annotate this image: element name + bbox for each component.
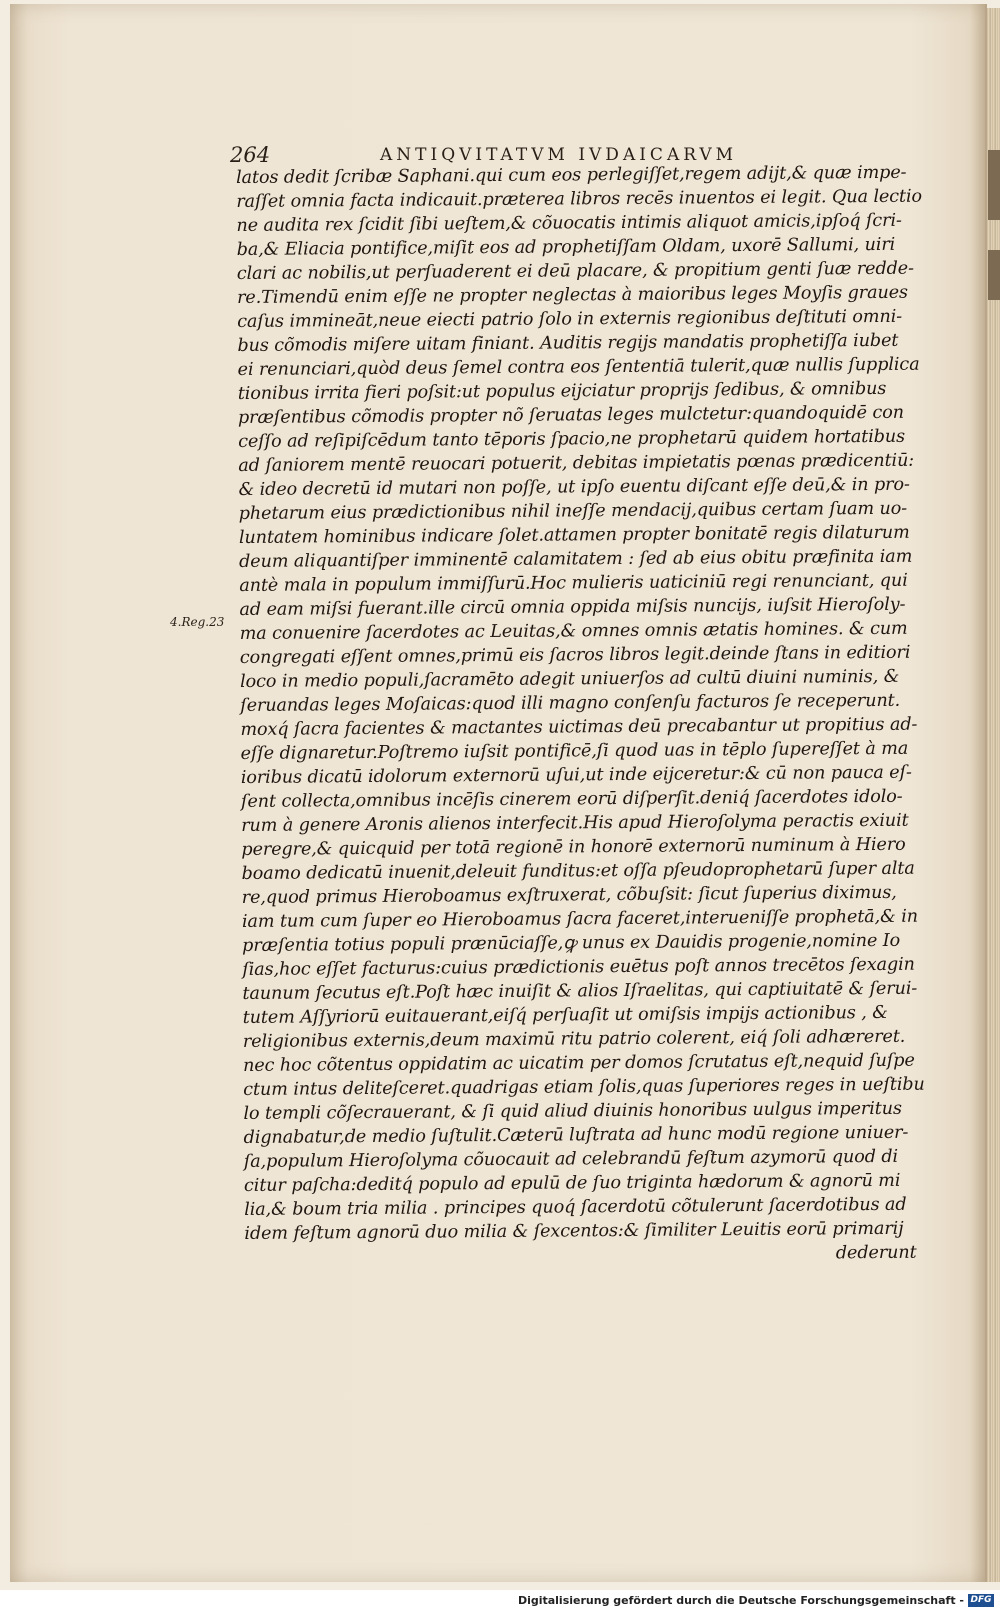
text-line: rum à genere Aronis alienos interfecit.His apud Hieroſolyma peractis exiuit [241,810,909,836]
text-line: ſa,populum Hieroſolyma cõuocauit ad celebrandū feſtum azymorū quod di [243,1146,899,1172]
text-line: citur paſcha:deditq́ populo ad epulū de ſuo triginta hædorum & agnorū mi [243,1170,901,1196]
text-line: boamo dedicatū inuenit,deleuit funditus:et oſſa pſeudoprophetarū ſuper alta [241,858,915,884]
catchword: dederunt [835,1242,917,1264]
text-line: lo templi cõſecrauerant, & ſi quid aliud diuinis honoribus uulgus imperitus [243,1098,902,1124]
text-line: ſias,hoc eſſet facturus:cuius prædictionis euētus poſt annos trecētos ſexagin [242,954,915,980]
dfg-logo: DFG [968,1594,994,1607]
text-line: caſus immineāt,neue eiecti patrio ſolo in externis regionibus deſtituti omni- [237,306,903,332]
text-line: peregre,& quicquid per totā regionē in honorē externorū numinum à Hiero [241,834,906,860]
text-line: taunum ſecutus eſt.Poſt hæc inuiſit & alios Iſraelitas, qui captiuitatē & ſerui- [242,978,918,1004]
text-line: ſeruandas leges Moſaicas:quod illi magno conſenſu facturos ſe receperunt. [240,690,901,716]
text-line: ei renunciari,quòd deus ſemel contra eos ſententiā tulerit,quæ nullis ſupplica [237,354,920,380]
text-line: clari ac nobilis,ut perſuaderent ei deū placare, & propitium genti ſuæ redde- [236,258,914,284]
footer-credit: Digitalisierung gefördert durch die Deutsche Forschungsgemeinschaft - [517,1594,964,1607]
text-line: iam tum cum ſuper eo Hieroboamus ſacra faceret,interueniſſe prophetā,& in [241,906,919,932]
text-line: ctum intus deliteſceret.quadrigas etiam ſolis,quas ſuperiores reges in ueſtibu [243,1074,925,1100]
text-line: moxq́ ſacra facientes & mactantes uictimas deū precabantur ut propitius ad- [240,714,918,740]
text-line: ne audita rex ſcidit ſibi ueſtem,& cõuocatis intimis aliquot amicis,ipſoq́ ſcri- [236,210,902,236]
text-line: præſentia totius populi prænūciaſſe,ꝙ unus ex Dauidis progenie,nomine Io [242,930,901,956]
text-line: dignabatur,de medio ſuſtulit.Cæterū luſtrata ad hunc modū regione uniuer- [243,1122,909,1148]
text-line: lia,& boum tria milia . principes quoq́ ſacerdotū cõtulerunt ſacerdotibus ad [244,1194,907,1220]
text-line: latos dedit ſcribæ Saphani.qui cum eos perlegiſſet,regem adijt,& quæ impe- [236,162,907,188]
text-line: eſſe dignaretur.Poſtremo iuſsit pontificē,ſi quod uas in tēplo ſupereſſet à ma [240,738,909,764]
text-line: tutem Aſſyriorū euitauerant,eiſq́ perſuaſit ut omiſsis impijs actionibus , & [242,1002,888,1028]
page-edge [987,8,1000,1582]
page-number: 264 [230,143,271,167]
text-line: bus cõmodis miſere uitam finiant. Auditis regijs mandatis prophetiſſa iubet [237,330,899,356]
text-line: ba,& Eliacia pontifice,miſit eos ad prophetiſſam Oldam, uxorē Sallumi, uiri [236,234,896,260]
text-line: ſent collecta,omnibus incēſis cinerem eorū diſperſit.deniq́ ſacerdotes idolo- [240,786,903,812]
page-edge-tab [988,150,1000,220]
running-head: ANTIQVITATVM IVDAICARVM [380,145,738,165]
text-line: idem feſtum agnorū duo milia & ſexcentos:& ſimiliter Leuitis eorū primarij [244,1218,904,1244]
text-line: loco in medio populi,ſacramēto adegit uniuerſos ad cultū diuini numinis, & [239,666,900,692]
body-text [236,161,925,1270]
text-line: phetarum eius prædictionibus nihil ineſſe mendacij,quibus certam ſuam uo- [238,498,908,524]
text-line: ad ſaniorem mentē reuocari potuerit, debitas impietatis pœnas prædicentiū: [238,450,915,476]
page-edge-tab [988,250,1000,300]
text-line: ioribus dicatū idolorum externorū uſui,ut inde eijceretur:& cū non pauca eſ- [240,762,912,788]
text-line: re,quod primus Hieroboamus exſtruxerat, cõbuſsit: ſicut ſuperius diximus, [241,882,897,908]
text-line: antè mala in populum immiſſurū.Hoc mulieris uaticiniū regi renunciant, qui [239,570,908,596]
text-line: ad eam miſsi fuerant.ille circū omnia oppida miſsis nuncijs, iuſsit Hieroſoly- [239,594,906,620]
text-line: præſentibus cõmodis propter nõ ſeruatas leges mulctetur:quandoquidē con [237,402,905,428]
text-line: & ideo decretū id mutari non poſſe, ut ipſo euentu diſcant eſſe deū,& in pro- [238,474,910,500]
footer-bar [0,1590,1000,1612]
text-line: tionibus irrita fieri poſsit:ut populus eijciatur proprijs ſedibus, & omnibus [237,378,887,404]
margin-note: 4.Reg.23 [170,615,225,629]
text-line: luntatem hominibus indicare ſolet.attamen propter bonitatē regis dilaturum [238,522,910,548]
text-line: congregati eſſent omnes,primū eis ſacros libros legit.deinde ſtans in editiori [239,642,911,668]
text-line: nec hoc cõtentus oppidatim ac uicatim per domos ſcrutatus eſt,nequid ſuſpe [242,1050,915,1076]
text-line: ceſſo ad reſipiſcēdum tanto tēporis ſpacio,ne prophetarū quidem hortatibus [238,426,906,452]
text-line: religionibus externis,deum maximū ritu patrio colerent, eiq́ ſoli adhæreret. [242,1026,906,1052]
text-line: raſſet omnia facta indicauit.præterea libros recēs inuentos ei legit. Qua lectio [236,186,923,212]
text-line: ma conuenire ſacerdotes ac Leuitas,& omnes omnis ætatis homines. & cum [239,618,908,644]
text-line: re.Timendū enim eſſe ne propter neglectas à maioribus leges Moyſis graues [236,282,909,308]
text-line: deum aliquantiſper imminentē calamitatem : ſed ab eius obitu præfinita iam [239,546,913,572]
